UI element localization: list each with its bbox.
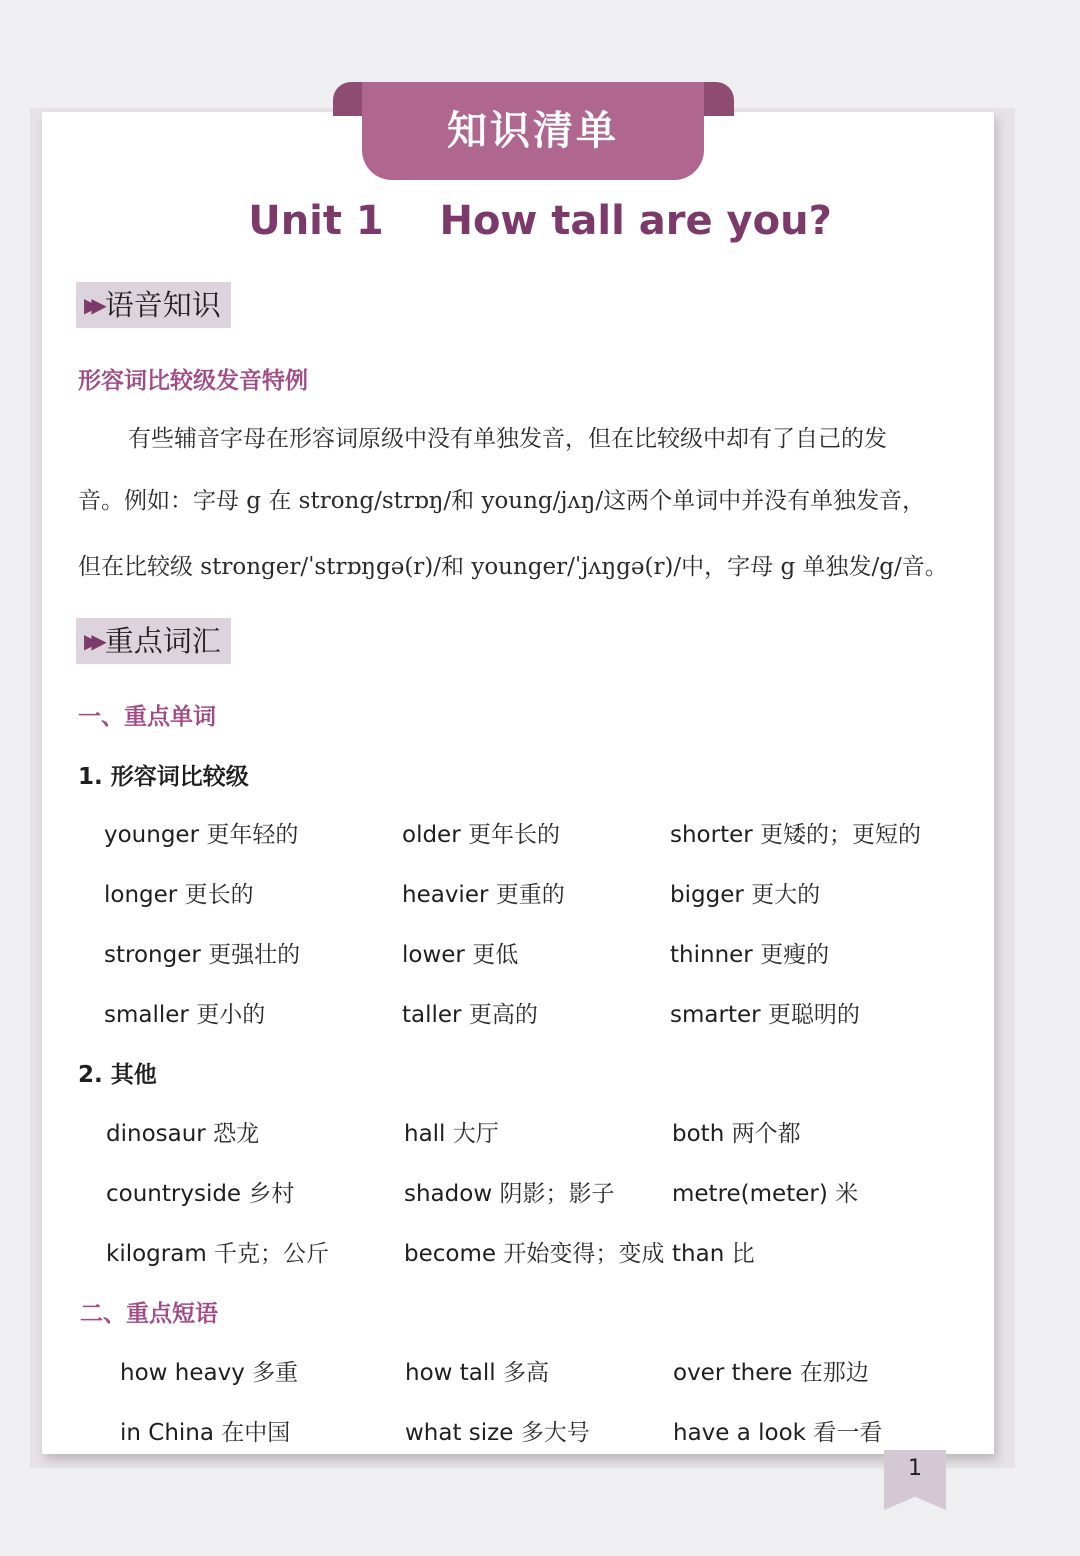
group-heading-others: 2. 其他 [78, 1062, 157, 1088]
phrase-item [673, 1354, 869, 1387]
vocab-item-english: taller [402, 1002, 462, 1028]
phrase-item [405, 1354, 549, 1387]
phrase-item-english: how heavy [120, 1360, 245, 1386]
vocab-item-english: thinner [670, 942, 753, 968]
phrase-item-chinese: 在那边 [799, 1360, 869, 1386]
vocab-item-chinese: 更矮的；更短的 [760, 822, 922, 848]
vocab-item-english: shorter [670, 822, 753, 848]
vocab-item-chinese: 更年长的 [467, 822, 560, 848]
phrase-item-chinese: 在中国 [221, 1420, 291, 1446]
vocab-item-chinese: 更强壮的 [208, 942, 301, 968]
vocab-item [104, 816, 298, 849]
vocab-item-chinese: 米 [835, 1181, 859, 1207]
phrase-item-english: over there [673, 1360, 793, 1386]
vocab-item-english: dinosaur [106, 1121, 206, 1147]
vocab-item-chinese: 千克；公斤 [214, 1241, 330, 1267]
vocab-item [104, 936, 300, 969]
vocab-item [670, 816, 921, 849]
phrase-item [405, 1414, 590, 1447]
vocab-item-english: heavier [402, 882, 489, 908]
paragraph-line-1: 有些辅音字母在形容词原级中没有单独发音，但在比较级中却有了自己的发 [128, 426, 887, 452]
vocab-item-chinese: 更重的 [495, 882, 565, 908]
page-number: 1 [908, 1456, 922, 1481]
vocab-item [404, 1175, 614, 1208]
vocab-item-english: smarter [670, 1002, 761, 1028]
vocab-item-chinese: 开始变得；变成 [503, 1241, 665, 1267]
title-banner [362, 82, 704, 180]
phrase-item-chinese: 多高 [502, 1360, 549, 1386]
vocab-item [106, 1115, 259, 1148]
vocab-item-chinese: 乡村 [248, 1181, 295, 1207]
vocab-item-chinese: 阴影；影子 [499, 1181, 615, 1207]
vocab-item-chinese: 更长的 [184, 882, 254, 908]
vocab-item-english: than [672, 1241, 725, 1267]
section-heading-label: 重点词汇 [104, 624, 221, 658]
vocab-item-chinese: 更瘦的 [760, 942, 830, 968]
vocab-item [104, 996, 265, 1029]
vocab-item [670, 996, 860, 1029]
phrase-item-english: in China [120, 1420, 214, 1446]
vocab-item [402, 816, 560, 849]
phrase-item [120, 1414, 290, 1447]
vocab-item-chinese: 大厅 [452, 1121, 499, 1147]
vocab-item [670, 876, 820, 909]
phrase-item-english: how tall [405, 1360, 496, 1386]
paragraph-line-2: 音。例如：字母 g 在 strong/strɒŋ/和 young/jʌŋ/这两个单词中并没有单独发音， [78, 488, 926, 514]
phrase-item-chinese: 看一看 [813, 1420, 883, 1446]
vocab-item-english: longer [104, 882, 178, 908]
vocab-item-english: hall [404, 1121, 446, 1147]
vocab-item-chinese: 更高的 [468, 1002, 538, 1028]
phrase-item-chinese: 多重 [252, 1360, 299, 1386]
vocab-item [404, 1235, 664, 1268]
vocab-item [672, 1235, 755, 1268]
vocab-item [404, 1115, 499, 1148]
vocab-item-english: metre(meter) [672, 1181, 828, 1207]
paragraph-line-3: 但在比较级 stronger/ˈstrɒŋgə(r)/和 younger/ˈjʌŋgə(r)/中，字母 g 单独发/g/音。 [78, 554, 948, 580]
subheading-key-words: 一、重点单词 [78, 704, 216, 730]
vocab-item-english: countryside [106, 1181, 242, 1207]
vocab-item-chinese: 比 [731, 1241, 755, 1267]
phrase-item [673, 1414, 882, 1447]
vocab-item-english: younger [104, 822, 200, 848]
banner-title: 知识清单 [447, 108, 619, 154]
vocab-item [106, 1235, 329, 1268]
vocab-item-english: kilogram [106, 1241, 207, 1267]
vocab-item-chinese: 更聪明的 [767, 1002, 860, 1028]
vocab-item-chinese: 更大的 [751, 882, 821, 908]
unit-title: Unit 1 How tall are you? [248, 198, 832, 244]
section-heading-phonics [76, 282, 231, 328]
vocab-item-english: bigger [670, 882, 744, 908]
section-heading-label: 语音知识 [104, 288, 221, 322]
vocab-item [402, 936, 518, 969]
vocab-item-english: become [404, 1241, 497, 1267]
vocab-item-english: both [672, 1121, 725, 1147]
vocab-item [402, 876, 565, 909]
vocab-item [672, 1115, 801, 1148]
vocab-item-chinese: 更小的 [196, 1002, 266, 1028]
vocab-item-english: stronger [104, 942, 201, 968]
vocab-item-english: lower [402, 942, 465, 968]
vocab-item [670, 936, 829, 969]
vocab-item-english: older [402, 822, 461, 848]
phrase-item-chinese: 多大号 [520, 1420, 590, 1446]
group-heading-comparatives: 1. 形容词比较级 [78, 764, 249, 790]
phrase-item-english: have a look [673, 1420, 807, 1446]
vocab-item [672, 1175, 858, 1208]
subheading-pronunciation: 形容词比较级发音特例 [78, 368, 308, 394]
vocab-item-chinese: 两个都 [731, 1121, 801, 1147]
vocab-item [106, 1175, 294, 1208]
vocab-item [104, 876, 254, 909]
subheading-key-phrases: 二、重点短语 [80, 1301, 218, 1327]
vocab-item-chinese: 恐龙 [213, 1121, 260, 1147]
section-heading-vocabulary [76, 618, 231, 664]
play-arrow-icon: ▶▶ [84, 293, 99, 317]
vocab-item-chinese: 更低 [472, 942, 519, 968]
vocab-item-english: shadow [404, 1181, 493, 1207]
vocab-item-chinese: 更年轻的 [206, 822, 299, 848]
play-arrow-icon: ▶▶ [84, 629, 99, 653]
phrase-item [120, 1354, 298, 1387]
phrase-item-english: what size [405, 1420, 514, 1446]
vocab-item-english: smaller [104, 1002, 189, 1028]
vocab-item [402, 996, 538, 1029]
